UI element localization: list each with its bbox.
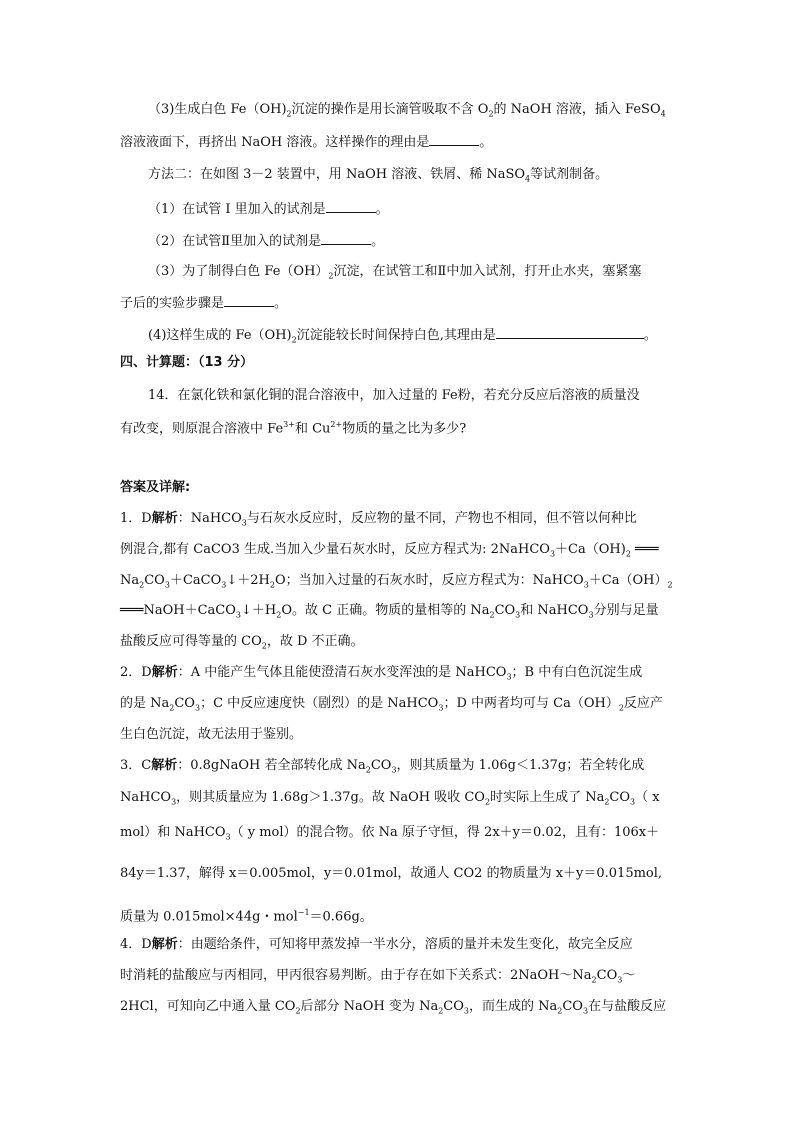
- text: ═══: [630, 542, 659, 557]
- text: ＋Ca（OH）: [588, 573, 668, 588]
- method2-intro: [148, 165, 608, 190]
- text: ，则其质量应为 1.68g＞1.37g。故 NaOH 吸收 CO: [176, 790, 485, 805]
- method2-item-1: [148, 198, 389, 220]
- answer-2-line-3: [120, 725, 302, 745]
- subscript: 2: [591, 975, 597, 985]
- subscript: 2: [139, 580, 145, 590]
- text: ；B 中有白色沉淀生成: [511, 665, 643, 680]
- subscript: 2: [365, 765, 371, 775]
- answer-number: 4．D: [120, 937, 152, 952]
- subscript: 2: [489, 610, 495, 620]
- text: 和 NaHCO: [520, 603, 589, 618]
- text: 在与盐酸反应: [588, 999, 667, 1014]
- answer-1-line-2: [120, 540, 659, 565]
- text: CO: [370, 758, 392, 773]
- answer-3-line-3: [120, 823, 659, 848]
- subscript: 2: [667, 580, 673, 590]
- subscript: 2: [291, 335, 297, 345]
- answer-4-line-3: [120, 997, 666, 1022]
- text: 反应产: [623, 696, 663, 711]
- text: ：A 中能产生气体且能使澄清石灰水变浑浊的是 NaHCO: [177, 665, 507, 680]
- text: ：NaHCO: [177, 511, 242, 526]
- answer-number: 3．C: [120, 758, 152, 773]
- text: CO: [144, 573, 165, 588]
- text: 沉淀能较长时间保持白色,其理由是: [296, 328, 496, 343]
- method2-item-4: [148, 324, 657, 351]
- text: ：由题给条件，可知将甲蒸发掉一半水分，溶质的量并未发生变化，故完全反应: [177, 937, 633, 952]
- text: 有改变，则原混合溶液中 Fe: [120, 421, 284, 437]
- text: CO: [562, 999, 583, 1014]
- subscript: 3: [583, 580, 589, 590]
- text: 生白色沉淀，故无法用于鉴别。: [120, 727, 303, 742]
- text: ～: [622, 968, 636, 983]
- subscript: 2: [438, 1006, 444, 1016]
- answer-1-line-5: [120, 632, 364, 657]
- text: 时实际上生成了 Na: [490, 790, 605, 805]
- answer-4-line-2: [120, 966, 635, 991]
- text: 例混合,都有 CaCO3 生成.当加入少量石灰水时，反应方程式为: 2NaHCO: [120, 542, 550, 557]
- text: CO: [494, 603, 516, 618]
- text: 溶液液面下，再挤出 NaOH 溶液。这样操作的理由是: [120, 135, 430, 150]
- text: ＋CaCO: [169, 573, 222, 588]
- subscript: 4: [660, 109, 666, 119]
- subscript: 2: [269, 580, 275, 590]
- subscript: 3: [549, 549, 556, 559]
- text: 14．在氯化铁和氯化铜的混合溶液中，加入过量的 Fe粉，若充分反应后溶液的质量没: [148, 388, 640, 403]
- subscript: 3: [225, 832, 231, 842]
- text: （ x: [635, 790, 660, 805]
- text: 。: [371, 234, 385, 249]
- text: CO: [609, 790, 631, 805]
- method2-item-3-line-1: [148, 262, 641, 287]
- text: 的 NaOH 溶液，插入 FeSO: [493, 102, 661, 117]
- text: 和 Cu: [294, 421, 331, 437]
- subscript: 3: [235, 610, 241, 620]
- method2-item-3-line-2: [120, 292, 287, 314]
- text: 沉淀，在试管工和Ⅱ中加入试剂，打开止水夹，塞紧塞: [333, 264, 642, 279]
- subscript: 3: [506, 672, 512, 682]
- text: 分别与足量: [593, 603, 659, 618]
- text: 。: [479, 135, 493, 150]
- answer-blank[interactable]: [429, 131, 479, 146]
- text: NaHCO: [120, 790, 172, 805]
- text: 沉淀的操作是用长滴管吸取不含 O: [291, 102, 489, 117]
- answer-1-line-3: [120, 571, 673, 596]
- text: 等试剂制备。: [530, 167, 609, 182]
- subscript: 3: [630, 797, 636, 807]
- text: ：0.8gNaOH 若全部转化成 Na: [177, 758, 366, 773]
- subscript: 3: [463, 1006, 469, 1016]
- text: mol）和 NaHCO: [120, 825, 226, 840]
- text: ↓＋H: [241, 603, 277, 618]
- text: ＝0.66g。: [309, 909, 373, 925]
- text: ，故 D 不正确。: [266, 634, 364, 649]
- subscript: 3: [588, 610, 594, 620]
- subscript: 2: [488, 109, 494, 119]
- text: CO: [596, 968, 618, 983]
- answer-3-line-2: [120, 788, 660, 813]
- text: 子后的实验步骤是: [120, 296, 225, 311]
- subscript: 3: [438, 703, 444, 713]
- answer-blank[interactable]: [496, 324, 644, 339]
- text: 84y＝1.37，解得 x＝0.005mol，y＝0.01mol，故通人 CO2 的物质量为 x＋y＝0.015mol,: [120, 866, 663, 881]
- answer-2-line-2: [120, 694, 663, 719]
- subscript: 2: [286, 109, 292, 119]
- subscript: 2: [261, 641, 267, 651]
- subscript: 3: [221, 580, 227, 590]
- subscript: 3: [391, 765, 397, 775]
- text: （3）为了制得白色 Fe（OH）: [148, 264, 329, 279]
- text: （2）在试管Ⅱ里加入的试剂是: [148, 234, 322, 249]
- subscript: 2: [276, 610, 282, 620]
- analysis-label: 解析: [151, 665, 178, 680]
- text: 时消耗的盐酸应与丙相同，甲丙很容易判断。由于存在如下关系式：2NaOH～Na: [120, 968, 592, 983]
- subscript: 2: [604, 797, 610, 807]
- answer-blank[interactable]: [326, 198, 376, 213]
- answer-1-line-1: [120, 509, 637, 534]
- text: Na: [120, 573, 140, 588]
- text: 2HCl，可知向乙中通入量 CO: [120, 999, 296, 1014]
- text: 质量为 0.015mol×44g・mol: [120, 909, 298, 925]
- answer-2-line-1: [120, 663, 642, 688]
- analysis-label: 解析: [151, 937, 178, 952]
- superscript: −1: [297, 908, 310, 917]
- subscript: 4: [525, 174, 531, 184]
- subscript: 3: [515, 610, 521, 620]
- subscript: 2: [625, 549, 631, 559]
- text: （ y mol）的混合物。依 Na 原子守恒，得 2x＋y＝0.02，且有：106x＋: [230, 825, 660, 840]
- text: （1）在试管 I 里加入的试剂是: [148, 202, 326, 217]
- text: 。: [274, 296, 288, 311]
- subscript: 3: [194, 703, 201, 713]
- text: （3)生成白色 Fe（OH): [148, 102, 287, 117]
- subscript: 3: [164, 580, 170, 590]
- superscript: 2+: [330, 420, 343, 429]
- method2-item-2: [148, 230, 384, 252]
- answer-number: 2．D: [120, 665, 152, 680]
- answer-4-line-1: [120, 935, 633, 955]
- subscript: 2: [484, 797, 491, 807]
- text: ↓＋2H: [226, 573, 270, 588]
- answer-blank[interactable]: [321, 230, 371, 245]
- text: (4)这样生成的 Fe（OH): [148, 328, 292, 343]
- question-14-line-2: [120, 415, 466, 439]
- answer-1-line-4: [120, 601, 659, 626]
- subscript: 2: [618, 703, 624, 713]
- answer-blank[interactable]: [224, 292, 274, 307]
- text: CO: [174, 696, 195, 711]
- text: 。: [643, 328, 657, 343]
- text: O。故 C 正确。物质的量相等的 Na: [281, 603, 490, 618]
- q3-line-1: [148, 100, 666, 125]
- answer-3-line-1: [120, 756, 644, 781]
- section-4-title: 四、计算题：（13 分）: [120, 355, 254, 370]
- superscript: 3+: [283, 420, 295, 429]
- subscript: 2: [169, 703, 175, 713]
- analysis-label: 解析: [151, 758, 178, 773]
- text: 。: [375, 202, 389, 217]
- subscript: 2: [295, 1006, 301, 1016]
- text: 的是 Na: [120, 696, 170, 711]
- text: ；C 中反应速度快（剧烈）的是 NaHCO: [200, 696, 439, 711]
- text: 后部分 NaOH 变为 Na: [300, 999, 439, 1014]
- answers-title: 答案及详解:: [120, 480, 191, 495]
- text: ＋Ca（OH): [555, 542, 626, 557]
- answer-3-line-5: [120, 903, 373, 927]
- subscript: 3: [582, 1006, 589, 1016]
- subscript: 3: [241, 518, 247, 528]
- subscript: 2: [328, 271, 334, 281]
- analysis-label: 解析: [151, 511, 178, 526]
- text: CO: [443, 999, 464, 1014]
- text: ，而生成的 Na: [469, 999, 558, 1014]
- text: 与石灰水反应时，反应物的量不同，产物也不相同，但不管以何种比: [246, 511, 637, 526]
- text: ，则其质量为 1.06g＜1.37g；若全转化成: [396, 758, 645, 773]
- text: 方法二：在如图 3－2 装置中，用 NaOH 溶液、铁屑、稀 NaSO: [148, 167, 526, 182]
- text: ；D 中两者均可与 Ca（OH）: [443, 696, 619, 711]
- text: 盐酸反应可得等量的 CO: [120, 634, 262, 649]
- question-14-line-1: [148, 386, 640, 406]
- subscript: 3: [617, 975, 623, 985]
- text: O；当加入过量的石灰水时，反应方程式为：NaHCO: [274, 573, 584, 588]
- subscript: 3: [171, 797, 177, 807]
- text: ═══NaOH＋CaCO: [120, 603, 236, 618]
- subscript: 2: [557, 1006, 563, 1016]
- answer-3-line-4: [120, 864, 662, 884]
- q3-line-2: [120, 131, 492, 153]
- answer-number: 1．D: [120, 511, 152, 526]
- text: 物质的量之比为多少?: [342, 421, 467, 437]
